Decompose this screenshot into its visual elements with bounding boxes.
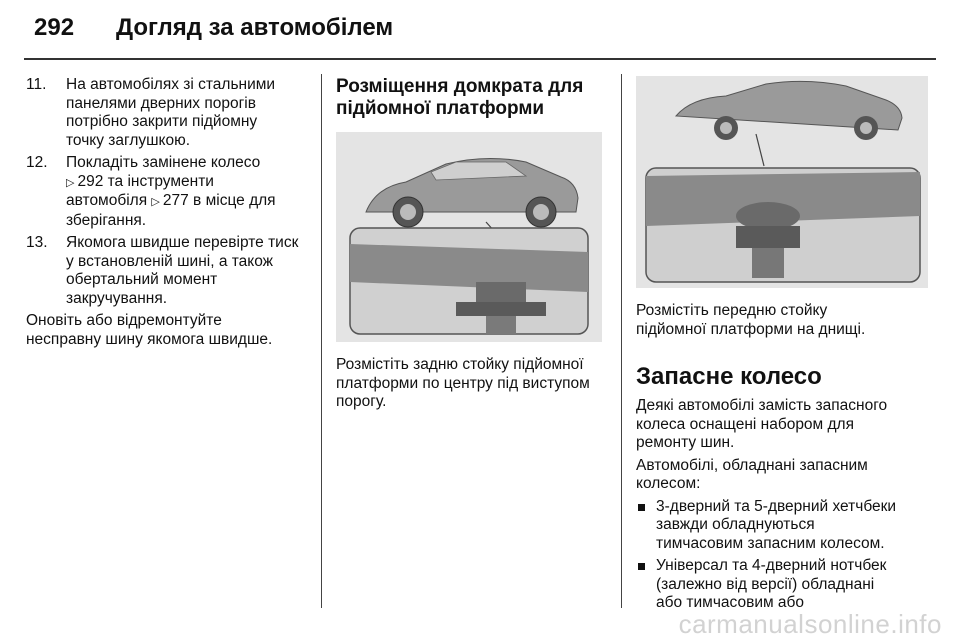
step-number: 12. [26,154,48,171]
step-item-12 [26,154,312,230]
xref-arrow-icon: ▷ [66,176,75,189]
step-line [66,192,312,212]
step-line: Покладіть замінене колесо [66,154,261,171]
column-middle [336,76,606,416]
spare-intro-paragraph [636,457,936,494]
watermark: carmanualsonline.info [678,609,942,639]
step-item-11 [26,76,312,150]
column-right [636,76,936,617]
page-number: 292 [34,14,75,41]
bullet-line: тимчасовим запасним колесом. [656,534,885,552]
step-number: 11. [26,76,47,93]
step-number: 13. [26,234,48,251]
heading-line: Розміщення домкрата для [336,76,584,97]
step-line: обертальний момент [66,271,218,288]
paragraph-line: Деякі автомобілі замість запасного [636,397,888,414]
rear-lift-point-illustration [336,132,602,342]
step-line: Якомога швидше перевірте тиск [66,234,299,251]
front-lift-point-illustration [636,76,928,288]
section-subheading [336,76,606,120]
square-bullet-icon [638,563,645,570]
bullet-line: завжди обладнуються [656,516,815,533]
square-bullet-icon [638,504,645,511]
paragraph-line: Оновіть або відремонтуйте [26,312,222,329]
paragraph-line: колеса оснащені набором для [636,415,854,433]
bullet-line: або тимчасовим або [656,594,805,611]
car-lift-diagram [336,132,602,342]
page-header [0,0,960,60]
step-text: автомобіля [66,192,148,209]
step-line [66,173,312,193]
page-ref-link[interactable]: 292 та інструменти [77,172,214,190]
paragraph-line: ремонту шин. [636,434,735,451]
step-line: зберігання. [66,211,147,229]
caption-line: Розмістіть задню стойку підйомної [336,356,584,373]
step-line: На автомобілях зі стальними [66,76,276,93]
intro-paragraph [636,397,936,453]
bullet-line: 3-дверний та 5-дверний хетчбеки [656,497,897,515]
heading-line: підйомної платформи [336,98,545,119]
column-left [26,76,312,353]
section-heading-spare-wheel: Запасне колесо [636,363,822,390]
caption-line: платформи по центру під виступом [336,374,590,392]
car-underbody-diagram [636,76,928,288]
step-line: закручування. [66,289,168,307]
caption-line: порогу. [336,393,387,410]
paragraph-line: колесом: [636,475,701,492]
page-ref-link[interactable]: 277 в місце для [162,192,276,209]
figure-caption [636,302,936,339]
bullet-line: Універсал та 4-дверний нотчбек [656,557,887,574]
step-line: панелями дверних порогів [66,94,256,112]
step-item-13 [26,234,312,308]
bullet-item [636,557,936,613]
figure-caption [336,356,606,412]
bullet-item [636,498,936,554]
caption-line: підйомної платформи на днищі. [636,320,866,338]
step-line: у встановленій шині, а також [66,252,274,270]
column-divider-1 [321,74,322,608]
bullet-line: (залежно від версії) обладнані [656,575,875,593]
page-title: Догляд за автомобілем [116,14,394,41]
column-divider-2 [621,74,622,608]
step-line: потрібно закрити підйомну [66,113,258,130]
xref-arrow-icon: ▷ [151,196,160,208]
paragraph-line: Автомобілі, обладнані запасним [636,456,868,474]
caption-line: Розмістіть передню стойку [636,302,828,319]
header-rule [24,58,936,60]
paragraph-line: несправну шину якомога швидше. [26,330,273,348]
step-line: точку заглушкою. [66,131,191,149]
closing-paragraph [26,312,312,349]
